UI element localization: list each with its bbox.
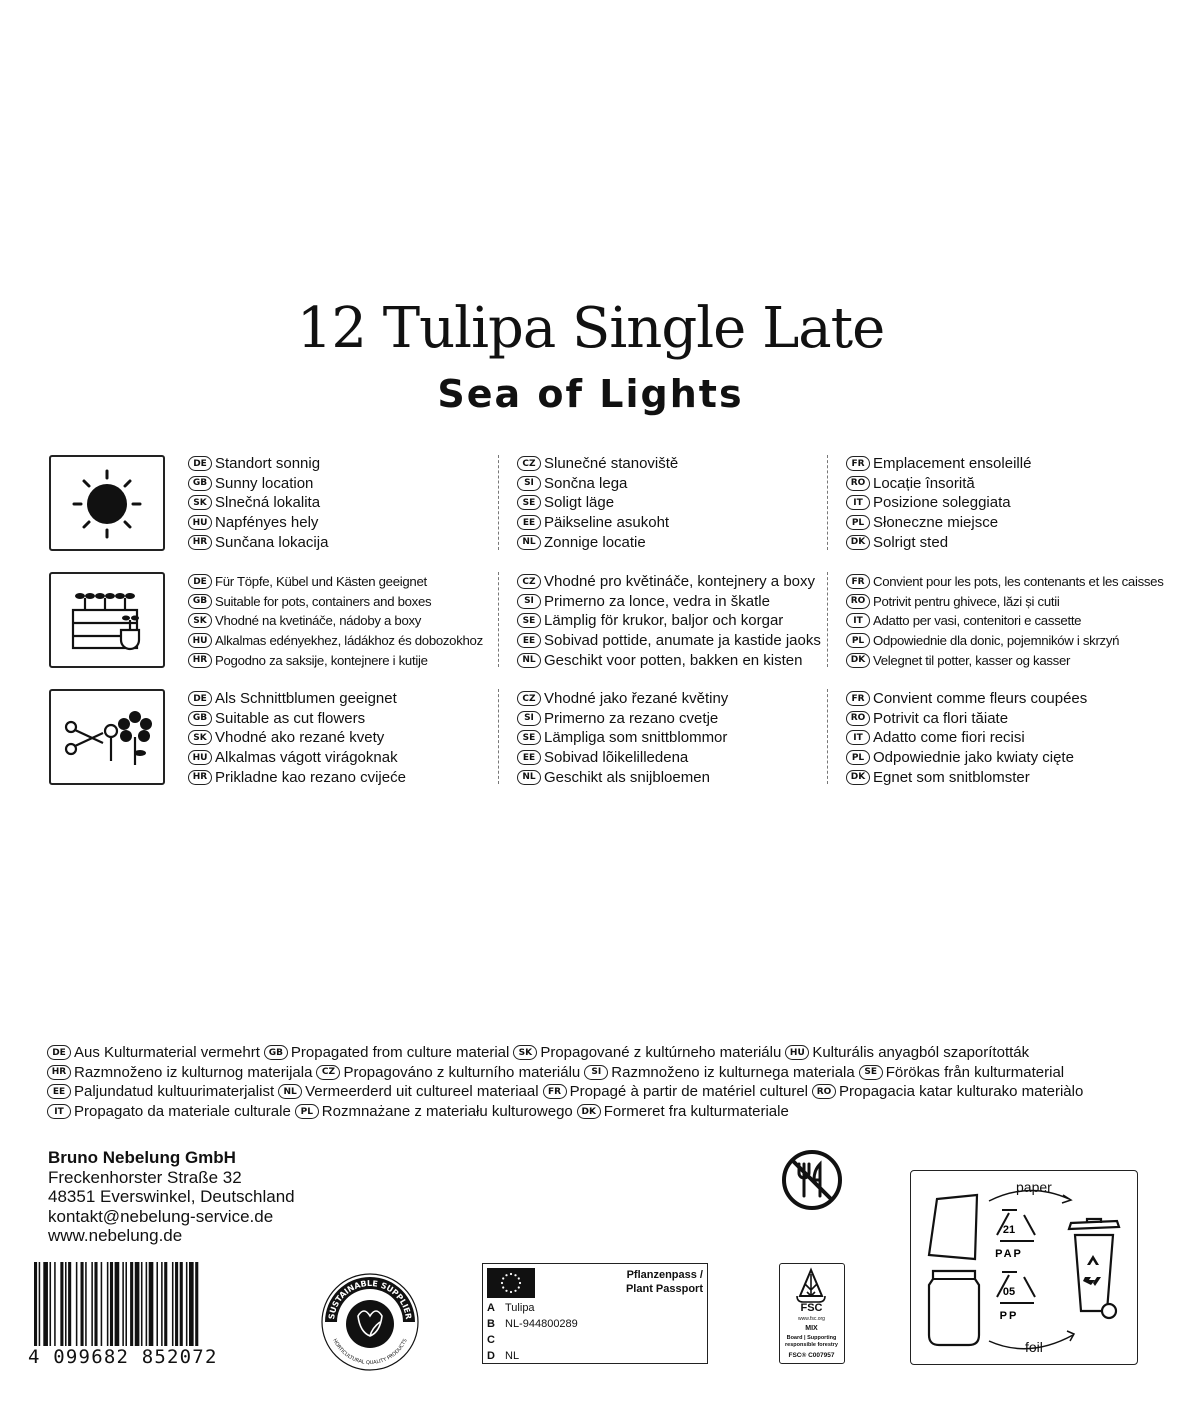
translation-text: Potrivit ca flori tăiate [873,709,1009,727]
country-code-badge: SE [517,613,541,628]
translation-text: Suitable for pots, containers and boxes [215,593,432,609]
country-code-badge: CZ [517,691,541,706]
country-code-badge: HR [188,535,212,550]
passport-value: NL-944800289 [505,1318,578,1330]
country-code-badge: SI [517,711,541,726]
translation-line [517,474,678,494]
translation-text: Vhodné ako rezané kvety [215,729,385,747]
translation-line [517,709,728,729]
column-separator [827,689,828,784]
country-code-badge: DK [846,770,870,785]
translation-text: Odpowiednie jako kwiaty cięte [873,749,1074,767]
translation-line [517,611,821,631]
translation-text: Posizione soleggiata [873,494,1011,512]
translation-line [517,572,821,592]
translation-line [517,748,728,768]
country-code-badge: HU [188,515,212,530]
passport-row-a [487,1302,535,1314]
translation-text: Kulturális anyagból szaporították [812,1044,1030,1062]
product-variety: Sea of Lights [437,372,744,416]
country-code-badge: HU [188,750,212,765]
country-code-badge: FR [543,1084,567,1099]
country-code-badge: DK [577,1104,601,1119]
translation-text: Primerno za lonce, vedra in škatle [544,592,770,610]
country-code-badge: PL [846,515,870,530]
address-city: 48351 Everswinkel, Deutschland [48,1187,295,1207]
translation-text: Razmnoženo iz kulturnega materiala [611,1063,855,1081]
translation-text: Napfényes hely [215,514,319,532]
translation-text: Convient pour les pots, les contenants et les caisses [873,574,1164,590]
passport-key: D [487,1350,495,1362]
country-code-badge: FR [846,456,870,471]
fsc-brand: FSC [800,1302,823,1314]
translation-line [517,728,728,748]
translation-text: Velegnet til potter, kasser og kasser [873,652,1071,668]
feature-planter-col-3 [846,572,1164,670]
passport-row-b [487,1318,578,1330]
country-code-badge: SI [517,594,541,609]
translation-line [188,631,483,651]
translation-text: Suitable as cut flowers [215,709,366,727]
translation-text: Soligt läge [544,494,615,512]
feature-sun-col-2 [517,454,678,552]
translation-line [846,592,1164,612]
passport-title [626,1268,703,1296]
translation-line [846,631,1164,651]
translation-line [188,532,328,552]
translation-text: Convient comme fleurs coupées [873,690,1088,708]
contact-email[interactable]: kontakt@nebelung-service.de [48,1206,274,1226]
feature-cut-col-3 [846,689,1087,787]
translation-line [846,748,1087,768]
translation-text: Emplacement ensoleillé [873,455,1032,473]
country-code-badge: GB [188,711,212,726]
paper-label: paper [1016,1179,1052,1195]
fsc-code: FSC® C007957 [788,1352,835,1359]
translation-line [517,650,821,670]
country-code-badge: GB [264,1045,288,1060]
translation-line [846,709,1087,729]
scissors-flower-icon [51,691,163,783]
translation-line [846,493,1031,513]
feature-sun-col-1 [188,454,328,552]
feature-sun-col-3 [846,454,1031,552]
translation-line [517,493,678,513]
country-code-badge: EE [517,633,541,648]
column-separator [498,689,499,784]
passport-value: NL [505,1350,520,1362]
translation-line [846,474,1031,494]
passport-row-d [487,1350,519,1362]
country-code-badge: CZ [517,574,541,589]
translation-text: Slunečné stanoviště [544,455,679,473]
translation-text: Pogodno za saksije, kontejnere i kutije [215,652,428,668]
translation-line [846,767,1087,787]
translation-text: Geschikt als snijbloemen [544,768,710,786]
country-code-badge: HU [188,633,212,648]
country-code-badge: DK [846,653,870,668]
translation-line [517,532,678,552]
translation-line [846,728,1087,748]
country-code-badge: IT [846,495,870,510]
website-link[interactable]: www.nebelung.de [48,1226,183,1246]
country-code-badge: NL [517,770,541,785]
country-code-badge: NL [278,1084,302,1099]
fsc-tree-icon [780,1264,843,1304]
country-code-badge: SE [859,1065,883,1080]
fsc-claim: Board | Supporting responsible forestry [785,1335,838,1348]
country-code-badge: PL [846,633,870,648]
translation-line [846,611,1164,631]
translation-text: Sunčana lokacija [215,533,329,551]
translation-text: Aus Kulturmaterial vermehrt [74,1044,260,1062]
translation-line [846,532,1031,552]
seal-top-text: SUSTAINABLE SUPPLIER [327,1278,413,1320]
country-code-badge: EE [517,750,541,765]
translation-text: Für Töpfe, Kübel und Kästen geeignet [215,574,427,590]
feature-planter-col-1 [188,572,483,670]
sun-icon [51,457,163,549]
passport-key: A [487,1302,495,1314]
country-code-badge: NL [517,535,541,550]
country-code-badge: SI [584,1065,608,1080]
country-code-badge: HR [47,1065,71,1080]
country-code-badge: RO [812,1084,836,1099]
country-code-badge: FR [846,691,870,706]
translation-text: Alkalmas vágott virágoknak [215,749,398,767]
column-separator [498,455,499,550]
plant-passport [482,1263,708,1364]
translation-text: Zonnige locatie [544,533,646,551]
translation-text: Alkalmas edényekhez, ládákhoz és dobozokhoz [215,633,483,649]
column-separator [827,455,828,550]
translation-text: Sobivad lõikelilledena [544,749,689,767]
translation-text: Propagováno z kulturního materiálu [343,1063,581,1081]
country-code-badge: DK [846,535,870,550]
translation-text: Standort sonnig [215,455,321,473]
barcode-number: 4 099682 852072 [28,1346,218,1368]
feature-box-planter [49,572,165,668]
paper-recycling-abbr: PAP [995,1248,1023,1260]
translation-text: Vhodné jako řezané květiny [544,690,729,708]
translation-text: Adatto come fiori recisi [873,729,1025,747]
translation-text: Sobivad pottide, anumate ja kastide jaoks [544,632,821,650]
translation-text: Geschikt voor potten, bakken en kisten [544,651,803,669]
translation-line [188,748,406,768]
country-code-badge: HR [188,770,212,785]
feature-planter-col-2 [517,572,821,670]
planter-box-icon [51,574,163,666]
translation-line [188,728,406,748]
passport-title-de: Pflanzenpass / [626,1269,703,1281]
passport-key: B [487,1318,495,1330]
country-code-badge: IT [47,1104,71,1119]
passport-key: C [487,1334,495,1346]
country-code-badge: SE [517,495,541,510]
translation-text: Lämplig för krukor, baljor och korgar [544,612,784,630]
translation-text: Adatto per vasi, contenitori e cassette [873,613,1082,629]
passport-title-en: Plant Passport [625,1283,703,1295]
translation-text: Vermeerderd uit cultureel materiaal [305,1083,539,1101]
country-code-badge: EE [47,1084,71,1099]
country-code-badge: IT [846,730,870,745]
fsc-site: www.fsc.org [798,1316,825,1322]
translation-line [188,611,483,631]
country-code-badge: FR [846,574,870,589]
country-code-badge: SK [188,730,212,745]
translation-text: Paljundatud kultuurimaterjalist [74,1083,275,1101]
translation-text: Vhodné na kvetináče, nádoby a boxy [215,613,422,629]
translation-line [846,650,1164,670]
country-code-badge: RO [846,594,870,609]
culture-row [47,1082,1147,1102]
translation-text: Egnet som snitblomster [873,768,1030,786]
company-address [48,1148,295,1246]
product-title: 12 Tulipa Single Late [296,296,885,361]
translation-text: Razmnoženo iz kulturnog materijala [74,1063,313,1081]
country-code-badge: DE [47,1045,71,1060]
translation-line [517,592,821,612]
country-code-badge: NL [517,653,541,668]
company-name: Bruno Nebelung GmbH [48,1148,236,1167]
fsc-label [779,1263,845,1364]
country-code-badge: SK [513,1045,537,1060]
translation-text: Propagated from culture material [290,1044,510,1062]
country-code-badge: EE [517,515,541,530]
translation-text: Formeret fra kulturmateriale [603,1103,789,1121]
eu-flag-icon [487,1268,535,1298]
translation-line [846,513,1031,533]
country-code-badge: DE [188,574,212,589]
translation-text: Päikseline asukoht [544,514,670,532]
translation-text: Prikladne kao rezano cvijeće [215,768,406,786]
feature-cut-col-1 [188,689,406,787]
translation-text: Sončna lega [544,474,628,492]
translation-text: Propagované z kultúrneho materiálu [540,1044,782,1062]
country-code-badge: RO [846,711,870,726]
country-code-badge: IT [846,613,870,628]
country-code-badge: DE [188,456,212,471]
not-food-safe-icon [780,1148,844,1212]
country-code-badge: GB [188,476,212,491]
paper-recycling-code: 21 [1002,1224,1016,1236]
translation-text: Sunny location [215,474,314,492]
translation-text: Propagato da materiale culturale [74,1103,291,1121]
translation-line [188,493,328,513]
translation-text: Propagacia katar kulturako materiàlo [839,1083,1084,1101]
translation-text: Primerno za rezano cvetje [544,709,719,727]
country-code-badge: CZ [517,456,541,471]
feature-box-sun [49,455,165,551]
translation-text: Slnečná lokalita [215,494,321,512]
address-street: Freckenhorster Straße 32 [48,1167,242,1187]
translation-line [517,631,821,651]
translation-line [846,454,1031,474]
country-code-badge: PL [846,750,870,765]
country-code-badge: PL [295,1104,319,1119]
column-separator [498,572,499,667]
passport-value: Tulipa [505,1302,535,1314]
feature-cut-col-2 [517,689,728,787]
country-code-badge: SI [517,476,541,491]
translation-text: Locație însorită [873,474,975,492]
country-code-badge: GB [188,594,212,609]
recycling-diagram-icon [911,1171,1136,1363]
translation-text: Solrigt sted [873,533,949,551]
translation-line [517,767,728,787]
translation-text: Rozmnażane z materiału kulturowego [321,1103,573,1121]
translation-text: Förökas från kulturmaterial [885,1063,1065,1081]
feature-box-cut-flowers [49,689,165,785]
country-code-badge: HR [188,653,212,668]
translation-text: Lämpliga som snittblommor [544,729,728,747]
fsc-mix: MIX [805,1325,818,1332]
column-separator [827,572,828,667]
culture-row [47,1043,1147,1063]
country-code-badge: RO [846,476,870,491]
translation-line [188,650,483,670]
seal-bottom-text: HORTICULTURAL QUALITY PRODUCTS [331,1337,409,1367]
country-code-badge: SK [188,613,212,628]
translation-text: Słoneczne miejsce [873,514,999,532]
translation-text: Odpowiednie dla donic, pojemników i skrzyń [873,633,1120,649]
translation-text: Vhodné pro květináče, kontejnery a boxy [544,573,816,591]
translation-text: Als Schnittblumen geeignet [215,690,397,708]
translation-line [188,767,406,787]
culture-row [47,1102,1147,1122]
country-code-badge: SK [188,495,212,510]
translation-line [188,454,328,474]
country-code-badge: DE [188,691,212,706]
translation-line [517,689,728,709]
sustainable-supplier-seal-icon [320,1272,420,1372]
passport-row-c [487,1334,505,1346]
foil-label: foil [1025,1339,1043,1355]
translation-line [846,689,1087,709]
translation-line [188,513,328,533]
translation-line [188,474,328,494]
recycling-info [910,1170,1138,1365]
translation-text: Propagé à partir de matériel culturel [569,1083,809,1101]
foil-recycling-abbr: PP [999,1310,1019,1322]
recycle-arrows-icon [1083,1255,1101,1286]
country-code-badge: HU [785,1045,809,1060]
country-code-badge: CZ [316,1065,340,1080]
culture-row [47,1063,1147,1083]
translation-line [188,572,483,592]
translation-line [517,513,678,533]
foil-recycling-code: 05 [1002,1286,1016,1298]
translation-line [517,454,678,474]
translation-line [188,689,406,709]
translation-line [188,592,483,612]
culture-material-statement [47,1043,1147,1121]
translation-text: Potrivit pentru ghivece, lăzi și cutii [873,593,1060,609]
translation-line [188,709,406,729]
country-code-badge: SE [517,730,541,745]
translation-line [846,572,1164,592]
